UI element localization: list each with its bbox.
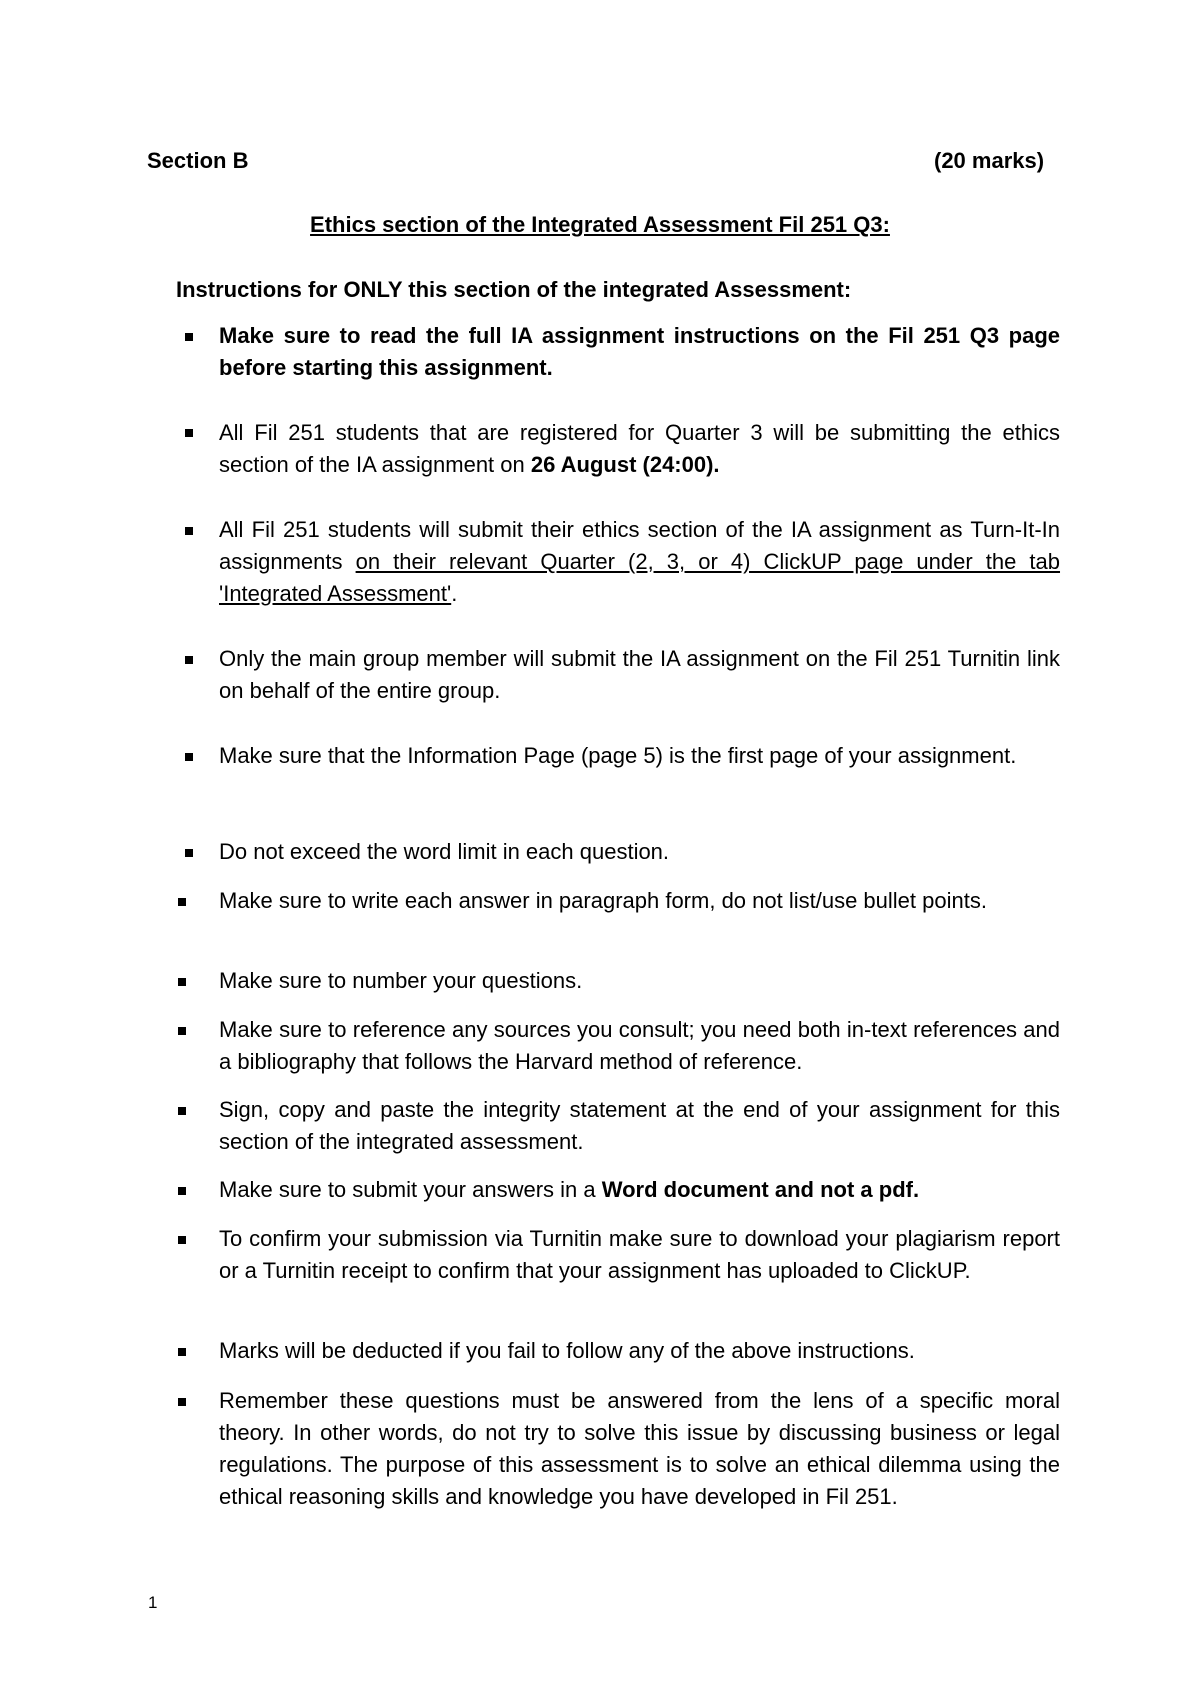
instructions-intro: Instructions for ONLY this section of the integrated Assessment: (176, 277, 852, 302)
list-item: Marks will be deducted if you fail to follow any of the above instructions. (219, 1338, 915, 1363)
list-item: Make sure to number your questions. (219, 968, 583, 993)
list-item: Make sure to write each answer in paragraph form, do not list/use bullet points. (219, 888, 987, 913)
bullet-icon (185, 429, 193, 437)
list-item: Make sure to read the full IA assignment instructions on the Fil 251 Q3 page before starting this assignment. (219, 323, 1060, 380)
bullet-icon (178, 1348, 186, 1356)
bullet-icon (185, 527, 193, 535)
list-item: All Fil 251 students that are registered for Quarter 3 will be submitting the ethics section of the IA assignment on 26 August (24:00). (219, 420, 1060, 477)
document-title: Ethics section of the Integrated Assessment Fil 251 Q3: (310, 212, 890, 237)
marks-label: (20 marks) (934, 148, 1045, 173)
section-heading: Section B (147, 148, 249, 173)
bullet-icon (178, 1187, 186, 1195)
list-item: Only the main group member will submit the IA assignment on the Fil 251 Turnitin link on behalf of the entire group. (219, 646, 1060, 703)
bullet-icon (185, 656, 193, 664)
list-item: Make sure to reference any sources you consult; you need both in-text references and a bibliography that follows the Harvard method of reference. (219, 1017, 1060, 1074)
bullet-icon (178, 978, 186, 986)
bullet-icon (178, 1236, 186, 1244)
list-item: To confirm your submission via Turnitin make sure to download your plagiarism report or a Turnitin receipt to confirm that your assignment has uploaded to ClickUP. (219, 1226, 1060, 1283)
list-item: Sign, copy and paste the integrity statement at the end of your assignment for this section of the integrated assessment. (219, 1097, 1060, 1154)
bullet-icon (178, 1027, 186, 1035)
bullet-icon (178, 1107, 186, 1115)
bullet-icon (185, 333, 193, 341)
bullet-icon (178, 1398, 186, 1406)
bullet-icon (185, 849, 193, 857)
list-item: Do not exceed the word limit in each question. (219, 839, 670, 864)
list-item: Make sure to submit your answers in a Word document and not a pdf. (219, 1177, 920, 1202)
list-item: Make sure that the Information Page (page 5) is the first page of your assignment. (219, 743, 1017, 768)
list-item: All Fil 251 students will submit their ethics section of the IA assignment as Turn-It-In assignments on their relevant Quarter (2, 3, or 4) ClickUP page under the tab 'Integrated Assessment'. (219, 517, 1061, 606)
list-item: Remember these questions must be answered from the lens of a specific moral theory. In other words, do not try to solve this issue by discussing business or legal regulations. The purpose of this assessment is to solve an ethical dilemma using the ethical reasoning skills and knowledge you have developed in Fil 251. (219, 1388, 1060, 1509)
bullet-icon (185, 753, 193, 761)
page-number: 1 (148, 1593, 158, 1612)
